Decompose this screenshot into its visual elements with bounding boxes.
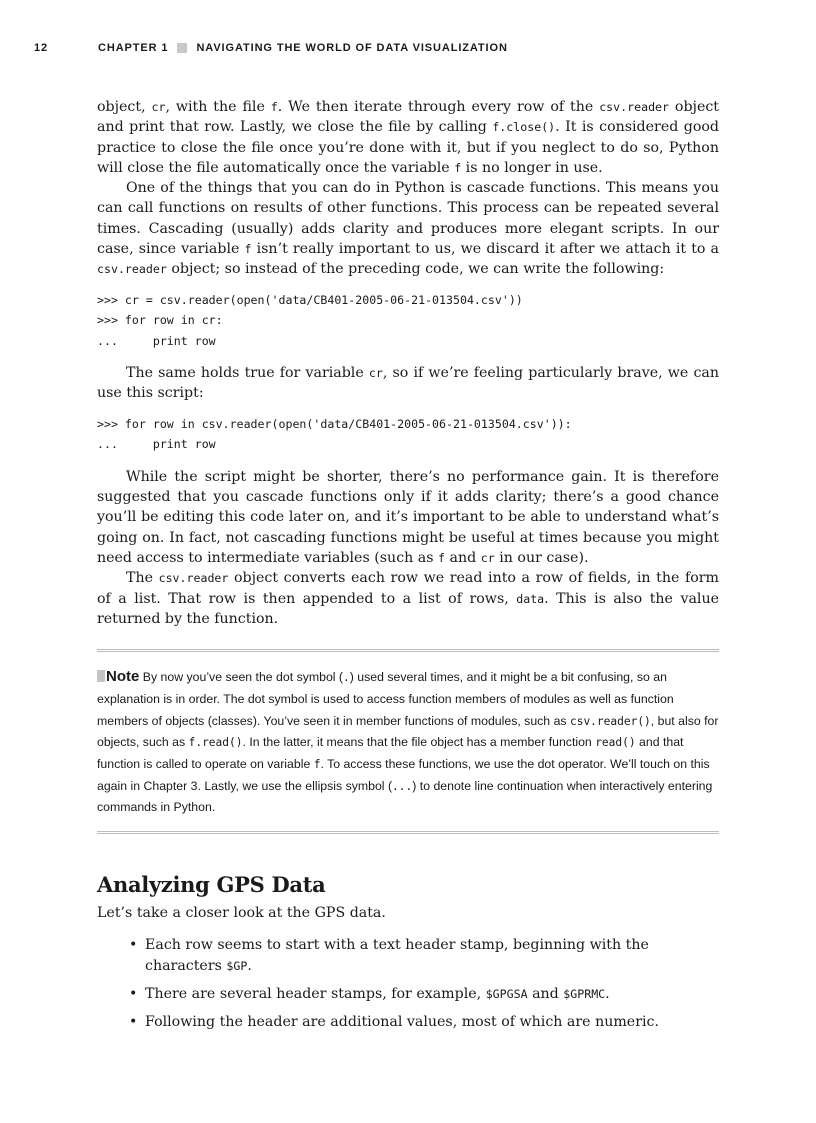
inline-code: f.read() — [188, 736, 243, 750]
inline-code: csv.reader() — [569, 714, 651, 728]
text-run: , so if we’re feeling particularly brave, we can use this script: — [97, 365, 719, 402]
inline-code: cr — [151, 100, 166, 114]
text-run: . To access these functions, we use the dot operator. We’ll touch on this again in Chapter 3. Lastly, we use the ellipsis symbol ( — [97, 756, 710, 793]
code-line: >>> for row in cr: — [97, 313, 223, 328]
text-run: object, — [97, 99, 152, 115]
text-run: object; so instead of the preceding code, we can write the following: — [166, 261, 665, 278]
text-run: The same holds true for variable — [126, 365, 369, 382]
text-run: and — [527, 985, 564, 1002]
chapter-title: NAVIGATING THE WORLD OF DATA VISUALIZATION — [196, 42, 508, 54]
inline-code: f — [313, 757, 321, 771]
text-run: . It is considered good practice to close the file once you’re done with it, but if you neglect to do so, Python will close the file automatically once the variable — [97, 119, 719, 176]
text-run: There are several header stamps, for example, — [145, 985, 486, 1002]
header-square-icon — [177, 43, 187, 53]
text-run: , with the file — [165, 99, 271, 115]
page-body — [97, 97, 719, 1041]
running-header — [34, 42, 508, 54]
text-run: ) used several times, and it might be a bit confusing, so an explanation is in order. The dot symbol is used to access function members of modules as well as function members of objects (classes). You’ve seen it in member functions of modules, such as — [97, 670, 674, 728]
code-line: ... print row — [97, 333, 216, 348]
text-run: . We then iterate through every row of the — [277, 99, 600, 115]
text-run: . This is also the value returned by the function. — [97, 590, 719, 627]
inline-code: f — [270, 100, 278, 114]
chapter-label: CHAPTER 1 — [98, 42, 169, 54]
note-marker-icon — [97, 670, 105, 682]
text-run: By now you’ve seen the dot symbol ( — [139, 670, 344, 685]
list-item — [145, 1012, 719, 1032]
code-line: >>> for row in csv.reader(open('data/CB401-2005-06-21-013504.csv')): — [97, 416, 572, 431]
inline-code: cr — [368, 366, 383, 381]
text-run: is no longer in use. — [461, 159, 603, 176]
inline-code: read() — [595, 736, 636, 750]
text-run: and — [445, 549, 481, 566]
code-block-2 — [97, 414, 719, 455]
text-run: , but also for objects, such as — [97, 713, 719, 750]
text-run: isn’t really important to us, we discard it after we attach it to a — [251, 241, 720, 258]
bullet-list — [97, 935, 719, 1032]
list-item — [145, 984, 719, 1004]
paragraph-1 — [97, 97, 719, 178]
note-label: Note — [106, 668, 140, 686]
text-run: in our case). — [494, 549, 589, 566]
note-box — [97, 649, 719, 834]
note-text — [97, 666, 719, 819]
inline-code: $GPGSA — [485, 986, 528, 1001]
section-intro: Let’s take a closer look at the GPS data. — [97, 905, 386, 922]
section-heading: Analyzing GPS Data — [97, 872, 326, 898]
text-run: . In the latter, it means that the file object has a member function — [242, 735, 596, 750]
inline-code: f — [438, 550, 446, 565]
paragraph-4 — [97, 467, 719, 568]
inline-code: . — [343, 671, 350, 685]
code-line: ... print row — [97, 437, 216, 452]
text-run: ) to denote line continuation when interactively entering commands in Python. — [97, 778, 713, 815]
inline-code: f — [244, 242, 252, 257]
list-item — [145, 935, 719, 976]
inline-code: f.close() — [492, 120, 556, 135]
inline-code: $GP — [226, 958, 248, 973]
text-run: object and print that row. Lastly, we close the file by calling — [97, 99, 719, 136]
paragraph-2 — [97, 178, 719, 279]
text-run: . — [247, 957, 252, 974]
inline-code: $GPRMC — [563, 986, 606, 1001]
inline-code: data — [516, 591, 545, 606]
text-run: object converts each row we read into a row of fields, in the form of a list. That row is then appended to a list of rows, — [97, 570, 719, 607]
text-run: . — [605, 985, 610, 1002]
text-run: Each row seems to start with a text header stamp, beginning with the characters — [145, 937, 649, 974]
paragraph-3 — [97, 363, 719, 404]
inline-code: csv.reader — [599, 100, 670, 114]
inline-code: ... — [392, 779, 413, 793]
text-run: and that function is called to operate on variable — [97, 735, 684, 771]
inline-code: csv.reader — [158, 571, 229, 586]
text-run: One of the things that you can do in Python is cascade functions. This means you can call functions on results of other functions. This process can be repeated several times. Cascading (usually) adds clarity and produces more elegant scripts. In our case, since variable — [97, 180, 719, 258]
code-block-1 — [97, 290, 719, 352]
inline-code: cr — [480, 550, 495, 565]
text-run: While the script might be shorter, there’s no performance gain. It is therefore suggested that you cascade functions only if it adds clarity; there’s a good chance you’ll be editing this code later on, and it’s important to be able to understand what’s going on. In fact, not cascading functions might be useful at times because you might need access to intermediate variables (such as — [97, 468, 719, 566]
inline-code: csv.reader — [97, 262, 167, 277]
text-run: Following the header are additional values, most of which are numeric. — [145, 1014, 659, 1031]
code-line: >>> cr = csv.reader(open('data/CB401-2005-06-21-013504.csv')) — [97, 292, 523, 307]
inline-code: f — [454, 160, 462, 175]
paragraph-5 — [97, 568, 719, 629]
page-number: 12 — [34, 42, 49, 54]
text-run: The — [126, 570, 159, 587]
